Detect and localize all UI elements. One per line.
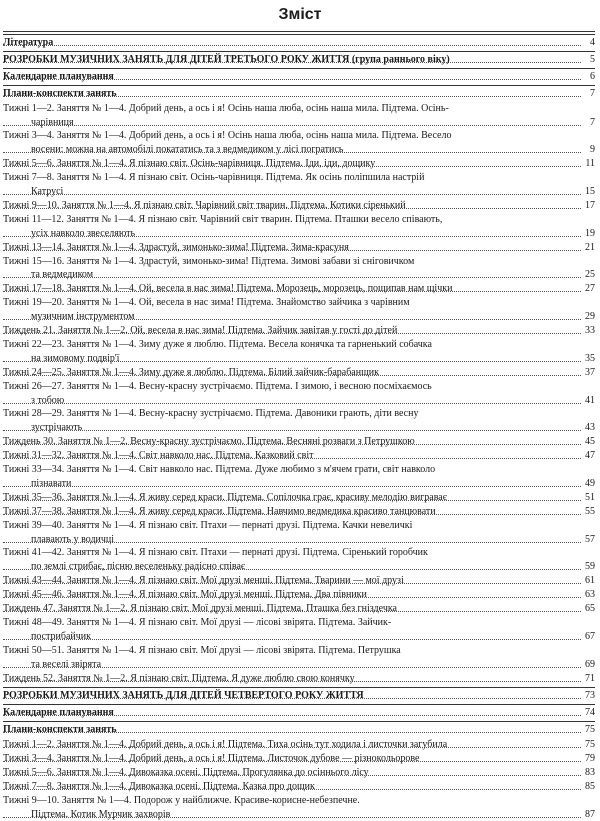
- toc-entry-line: [3, 505, 595, 518]
- toc-entry-line: [3, 227, 595, 240]
- toc-entry-line: [3, 602, 595, 615]
- toc-entry-line: [3, 143, 595, 156]
- toc-entry-line: [3, 794, 595, 807]
- toc-entry-line: [3, 129, 595, 142]
- toc-entry-line: [3, 157, 595, 170]
- toc-entry-line: [3, 658, 595, 671]
- entry-text: Тиждень 52. Заняття № 1—2. Я пізнаю світ. Підтема. Я дуже люблю свою конячку: [3, 672, 355, 684]
- page-title: Зміст: [278, 6, 322, 23]
- entry-text: усіх навколо звеселяють: [31, 227, 136, 239]
- page-number: 47: [585, 450, 595, 462]
- toc-entry-line: [3, 560, 595, 573]
- entry-text: на зимовому подвір'ї: [31, 352, 120, 364]
- toc-entry-line: [3, 394, 595, 407]
- entry-text: Тижні 1—2. Заняття № 1—4. Добрий день, а ось і я! Підтема. Тиха осінь тут ходила і листочки загубила: [3, 739, 448, 751]
- toc-entry-line: [3, 352, 595, 365]
- entry-text: Тижні 5—6. Заняття № 1—4. Дивоказка осені. Підтема. Прогулянка до осіннього лісу: [3, 766, 369, 778]
- section-divider: [3, 34, 595, 35]
- toc-entry-line: [3, 241, 595, 254]
- toc-entry-line: [3, 766, 595, 779]
- page-number: 49: [585, 477, 595, 489]
- entry-text: та веселі звірята: [31, 658, 102, 670]
- page-number: 75: [585, 724, 595, 736]
- entry-text: Тижні 7—8. Заняття № 1—4. Я пізнаю світ. Осінь-чарівниця. Підтема. Як осінь поліпшила настрій: [3, 172, 425, 184]
- dot-leader: [3, 45, 581, 46]
- entry-text: з тобою: [31, 394, 65, 406]
- toc-entry-line: [3, 449, 595, 462]
- entry-text: Тижні 1—2. Заняття № 1—4. Добрий день, а ось і я! Осінь наша люба, осінь наша мила. Підтема. Осінь-: [3, 102, 449, 114]
- toc-entry-line: [3, 435, 595, 448]
- entry-text: Календарне планування: [3, 70, 114, 82]
- page-number: 61: [585, 575, 595, 587]
- page-number: 79: [585, 753, 595, 764]
- section-heading: [3, 723, 595, 736]
- toc-entry-line: [3, 268, 595, 281]
- entry-text: зустрічають: [31, 422, 83, 434]
- entry-text: Тижні 19—20. Заняття № 1—4. Ой, весела в нас зима! Підтема. Знайомство зайчика з чарівним: [3, 297, 410, 309]
- page-number: 65: [585, 603, 595, 614]
- entry-text: пострибайчик: [31, 630, 91, 642]
- section-divider: [3, 68, 595, 69]
- page-number: 35: [585, 352, 595, 364]
- page-number: 7: [590, 87, 595, 99]
- page-number: 37: [585, 366, 595, 378]
- entry-text: по землі стрибає, пісню веселеньку радісно співає: [31, 561, 246, 573]
- toc-entry-line: [3, 199, 595, 212]
- section-heading: [3, 70, 595, 83]
- page-number: 57: [585, 533, 595, 545]
- page-number: 45: [585, 436, 595, 448]
- toc-entry-line: [3, 296, 595, 309]
- section-divider: [3, 687, 595, 688]
- page-number: 4: [590, 37, 595, 48]
- entry-text: Тиждень 30. Заняття № 1—2. Весну-красну зустрічаємо. Підтема. Весняні розваги з Петрушкою: [3, 436, 415, 448]
- page-number: 43: [585, 422, 595, 434]
- entry-text: Підтема. Котик Мурчик захворів: [31, 808, 171, 820]
- page-number: 73: [585, 690, 595, 702]
- entry-text: Тижні 9—10. Заняття № 1—4. Я пізнаю світ. Чарівний світ тварин. Підтема. Котики сіренький: [3, 199, 406, 211]
- section-divider: [3, 721, 595, 722]
- toc-entry-line: [3, 588, 595, 601]
- toc-entry-line: [3, 185, 595, 198]
- page-number: 63: [585, 589, 595, 601]
- page-number: 83: [585, 766, 595, 778]
- entry-text: Тижні 11—12. Заняття № 1—4. Я пізнаю світ. Чарівний світ тварин. Підтема. Пташки весело співають,: [3, 213, 443, 225]
- page-number: 67: [585, 630, 595, 642]
- page-number: 74: [585, 707, 595, 719]
- page-number: 75: [585, 739, 595, 751]
- page-number: 71: [585, 672, 595, 684]
- toc-entry-line: [3, 213, 595, 226]
- entry-text: Тижні 33—34. Заняття № 1—4. Світ навколо нас. Підтема. Дуже любимо з м'ячем грати, світ навколо: [3, 464, 436, 475]
- toc-entry-line: [3, 282, 595, 295]
- entry-text: Тижні 50—51. Заняття № 1—4. Я пізнаю світ. Мої друзі — лісові звірята. Підтема. Петрушка: [3, 644, 401, 656]
- page-number: 11: [585, 158, 595, 170]
- entry-text: музичним інструментом: [31, 311, 135, 323]
- page-number: 6: [590, 70, 595, 82]
- toc-entry-line: [3, 324, 595, 337]
- entry-text: Тиждень 47. Заняття № 1—2. Я пізнаю світ. Мої друзі менші. Підтема. Пташка без гніздечка: [3, 603, 397, 614]
- entry-text: Тижні 17—18. Заняття № 1—4. Ой, весела в нас зима! Підтема. Морозець, морозець, пощипав нам щічки: [3, 283, 453, 295]
- toc-entry-line: [3, 171, 595, 184]
- dot-leader: [3, 486, 581, 487]
- entry-text: Тижні 22—23. Заняття № 1—4. Зиму дуже я люблю. Підтема. Весела конячка та гарненький собачка: [3, 338, 432, 350]
- page-number: 51: [585, 491, 595, 503]
- section-heading: [3, 87, 595, 100]
- entry-text: Тижні 31—32. Заняття № 1—4. Світ навколо нас. Підтема. Казковий світ: [3, 450, 314, 462]
- toc-entry-line: [3, 338, 595, 351]
- toc-entry-line: [3, 102, 595, 115]
- section-heading: [3, 53, 595, 66]
- entry-text: Тижні 39—40. Заняття № 1—4. Я пізнаю світ. Птахи — пернаті друзі. Підтема. Качки невеличкі: [3, 519, 413, 531]
- entry-text: РОЗРОБКИ МУЗИЧНИХ ЗАНЯТЬ ДЛЯ ДІТЕЙ ТРЕТЬОГО РОКУ ЖИТТЯ (група раннього віку): [3, 53, 450, 65]
- entry-text: Тижні 24—25. Заняття № 1—4. Зиму дуже я люблю. Підтема. Білий зайчик-барабанщик: [3, 366, 379, 378]
- toc-entry-line: [3, 463, 595, 476]
- toc-entry-line: [3, 407, 595, 420]
- section-heading: [3, 36, 595, 49]
- toc-entry-line: [3, 491, 595, 504]
- entry-text: Плани-конспекти занять: [3, 87, 117, 99]
- entry-text: восени: можна на автомобілі покататись та з ведмедиком у лісі погратись: [31, 144, 344, 156]
- toc-entry-line: [3, 644, 595, 657]
- entry-text: Катрусі: [31, 186, 64, 197]
- page-number: 21: [585, 241, 595, 253]
- section-heading: [3, 706, 595, 719]
- entry-text: Тижні 45—46. Заняття № 1—4. Я пізнаю світ. Мої друзі менші. Підтема. Два півники: [3, 589, 367, 601]
- page-number: 41: [585, 394, 595, 406]
- entry-text: Тижні 48—49. Заняття № 1—4. Я пізнаю світ. Мої друзі — лісові звірята. Підтема. Зайчик-: [3, 616, 392, 628]
- page-number: 19: [585, 227, 595, 239]
- entry-text: Тижні 43—44. Заняття № 1—4. Я пізнаю світ. Мої друзі менші. Підтема. Тварини — мої друзі: [3, 575, 404, 587]
- toc-entry-line: [3, 546, 595, 559]
- toc-entry-line: [3, 519, 595, 532]
- section-divider: [3, 85, 595, 86]
- dot-leader: [3, 194, 581, 195]
- toc-entry-line: [3, 752, 595, 765]
- page-number: 27: [585, 283, 595, 295]
- page-number: 69: [585, 658, 595, 670]
- dot-leader: [3, 125, 581, 126]
- entry-text: плавають у водичці: [31, 533, 115, 545]
- toc-entry-line: [3, 780, 595, 793]
- page-number: 59: [585, 561, 595, 573]
- toc-entry-line: [3, 533, 595, 546]
- page-number: 7: [590, 116, 595, 128]
- entry-text: Тижні 7—8. Заняття № 1—4. Дивоказка осені. Підтема. Казка про дощик: [3, 780, 315, 792]
- page-number: 9: [590, 144, 595, 156]
- entry-text: Календарне планування: [3, 707, 114, 719]
- entry-text: чарівниця: [31, 116, 74, 128]
- entry-text: та ведмедиком: [31, 269, 94, 281]
- title-divider: [3, 31, 595, 32]
- page-number: 17: [585, 199, 595, 211]
- entry-text: Тижні 9—10. Заняття № 1—4. Подорож у найближче. Красиве-корисне-небезпечне.: [3, 794, 360, 806]
- entry-text: Тижні 37—38. Заняття № 1—4. Я живу серед краси. Підтема. Навчимо ведмедика красиво танцювати: [3, 505, 436, 517]
- toc-entry-line: [3, 421, 595, 434]
- entry-text: Тижні 41—42. Заняття № 1—4. Я пізнаю світ. Птахи — пернаті друзі. Підтема. Сіренький горобчик: [3, 547, 428, 559]
- entry-text: Література: [3, 37, 54, 48]
- dot-leader: [3, 403, 581, 404]
- page-number: 5: [590, 53, 595, 65]
- entry-text: Тижні 26—27. Заняття № 1—4. Весну-красну зустрічаємо. Підтема. І зимою, і весною посміхаємось: [3, 380, 432, 392]
- page-number: 55: [585, 505, 595, 517]
- section-divider: [3, 704, 595, 705]
- page-number: 87: [585, 808, 595, 820]
- page-number: 29: [585, 311, 595, 323]
- section-heading: [3, 689, 595, 702]
- toc-entry-line: [3, 630, 595, 643]
- entry-text: пізнавати: [31, 477, 72, 489]
- toc-entry-line: [3, 574, 595, 587]
- toc-entry-line: [3, 616, 595, 629]
- entry-text: РОЗРОБКИ МУЗИЧНИХ ЗАНЯТЬ ДЛЯ ДІТЕЙ ЧЕТВЕРТОГО РОКУ ЖИТТЯ: [3, 690, 364, 702]
- entry-text: Тижні 28—29. Заняття № 1—4. Весну-красну зустрічаємо. Підтема. Давоники грають, діти весну: [3, 408, 419, 420]
- page-number: 15: [585, 186, 595, 197]
- dot-leader: [3, 430, 581, 431]
- entry-text: Тижні 15—16. Заняття № 1—4. Здрастуй, зимонько-зима! Підтема. Зимові забави зі сніговичком: [3, 255, 415, 267]
- entry-text: Плани-конспекти занять: [3, 724, 117, 736]
- entry-text: Тижні 13—14. Заняття № 1—4. Здрастуй, зимонько-зима! Підтема. Зима-красуня: [3, 241, 349, 253]
- toc-entry-line: [3, 738, 595, 751]
- toc-entry-line: [3, 672, 595, 685]
- page-number: 85: [585, 780, 595, 792]
- entry-text: Тижні 35—36. Заняття № 1—4. Я живу серед краси. Підтема. Сопілочка грає, красиву мелодію виграває: [3, 491, 448, 503]
- toc-entry-line: [3, 380, 595, 393]
- entry-text: Тижні 3—4. Заняття № 1—4. Добрий день, а ось і я! Осінь наша люба, осінь наша мила. Підтема. Весело: [3, 130, 452, 142]
- entry-text: Тижні 3—4. Заняття № 1—4. Добрий день, а ось і я! Підтема. Листочок дубове — різнокольорове: [3, 753, 420, 764]
- page-number: 25: [585, 269, 595, 281]
- toc-entry-line: [3, 808, 595, 821]
- toc-entry-line: [3, 310, 595, 323]
- toc-entry-line: [3, 116, 595, 129]
- toc-entry-line: [3, 255, 595, 268]
- entry-text: Тижні 5—6. Заняття № 1—4. Я пізнаю світ. Осінь-чарівниця. Підтема. Іди, іди, дощику: [3, 158, 376, 170]
- entry-text: Тиждень 21. Заняття № 1—2. Ой, весела в нас зима! Підтема. Зайчик завітав у гості до дітей: [3, 325, 398, 336]
- toc-entry-line: [3, 477, 595, 490]
- section-divider: [3, 51, 595, 52]
- page-number: 33: [585, 325, 595, 336]
- toc-entry-line: [3, 366, 595, 379]
